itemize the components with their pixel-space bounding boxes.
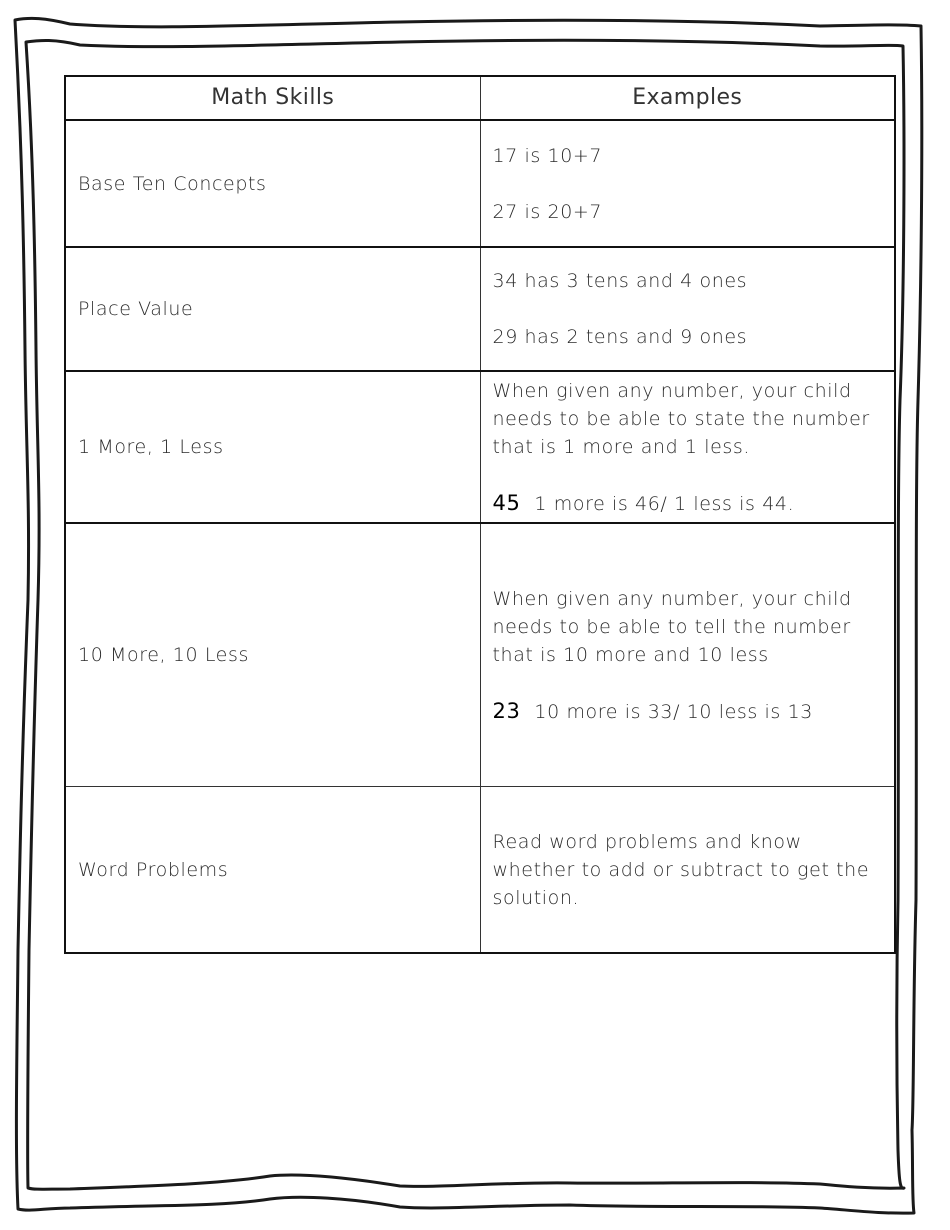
math-skills-table xyxy=(64,75,896,954)
skill-label: Place Value xyxy=(78,298,194,320)
example-line: 34 has 3 tens and 4 ones xyxy=(492,270,748,292)
skill-label: 10 More, 10 Less xyxy=(78,644,249,666)
example-line: 27 is 20+7 xyxy=(492,200,603,223)
example-line: 17 is 10+7 xyxy=(492,144,603,167)
example-text: 1 more is 46/ 1 less is 44. xyxy=(534,492,795,515)
table-row xyxy=(65,120,895,247)
header-math-skills: Math Skills xyxy=(65,76,480,120)
example-description: When given any number, your child needs to be able to state the number that is 1 more and 1 less. xyxy=(492,379,870,458)
skill-cell xyxy=(65,247,480,371)
table-row xyxy=(65,523,895,787)
example-number: 45 xyxy=(492,490,521,515)
skill-cell xyxy=(65,371,480,523)
skill-cell xyxy=(65,787,480,954)
example-description: When given any number, your child needs to be able to tell the number that is 10 more and 10 less xyxy=(492,587,852,666)
skill-label: Base Ten Concepts xyxy=(78,172,267,195)
skill-cell xyxy=(65,120,480,247)
header-examples: Examples xyxy=(480,76,895,120)
example-cell xyxy=(480,523,895,787)
skill-cell xyxy=(65,523,480,787)
example-line: 29 has 2 tens and 9 ones xyxy=(492,326,748,348)
table-row xyxy=(65,787,895,954)
example-line xyxy=(493,697,883,726)
skill-label: Word Problems xyxy=(78,858,229,881)
example-cell xyxy=(480,120,895,247)
example-cell xyxy=(480,787,895,954)
example-cell xyxy=(480,371,895,523)
table-header-row xyxy=(65,76,895,120)
table-row xyxy=(65,371,895,523)
example-description: Read word problems and know whether to add or subtract to get the solution. xyxy=(492,830,870,909)
example-number: 23 xyxy=(492,698,521,723)
example-line xyxy=(493,489,883,518)
skill-label: 1 More, 1 Less xyxy=(78,436,224,458)
table-row xyxy=(65,247,895,371)
example-cell xyxy=(480,247,895,371)
example-text: 10 more is 33/ 10 less is 13 xyxy=(534,700,813,723)
